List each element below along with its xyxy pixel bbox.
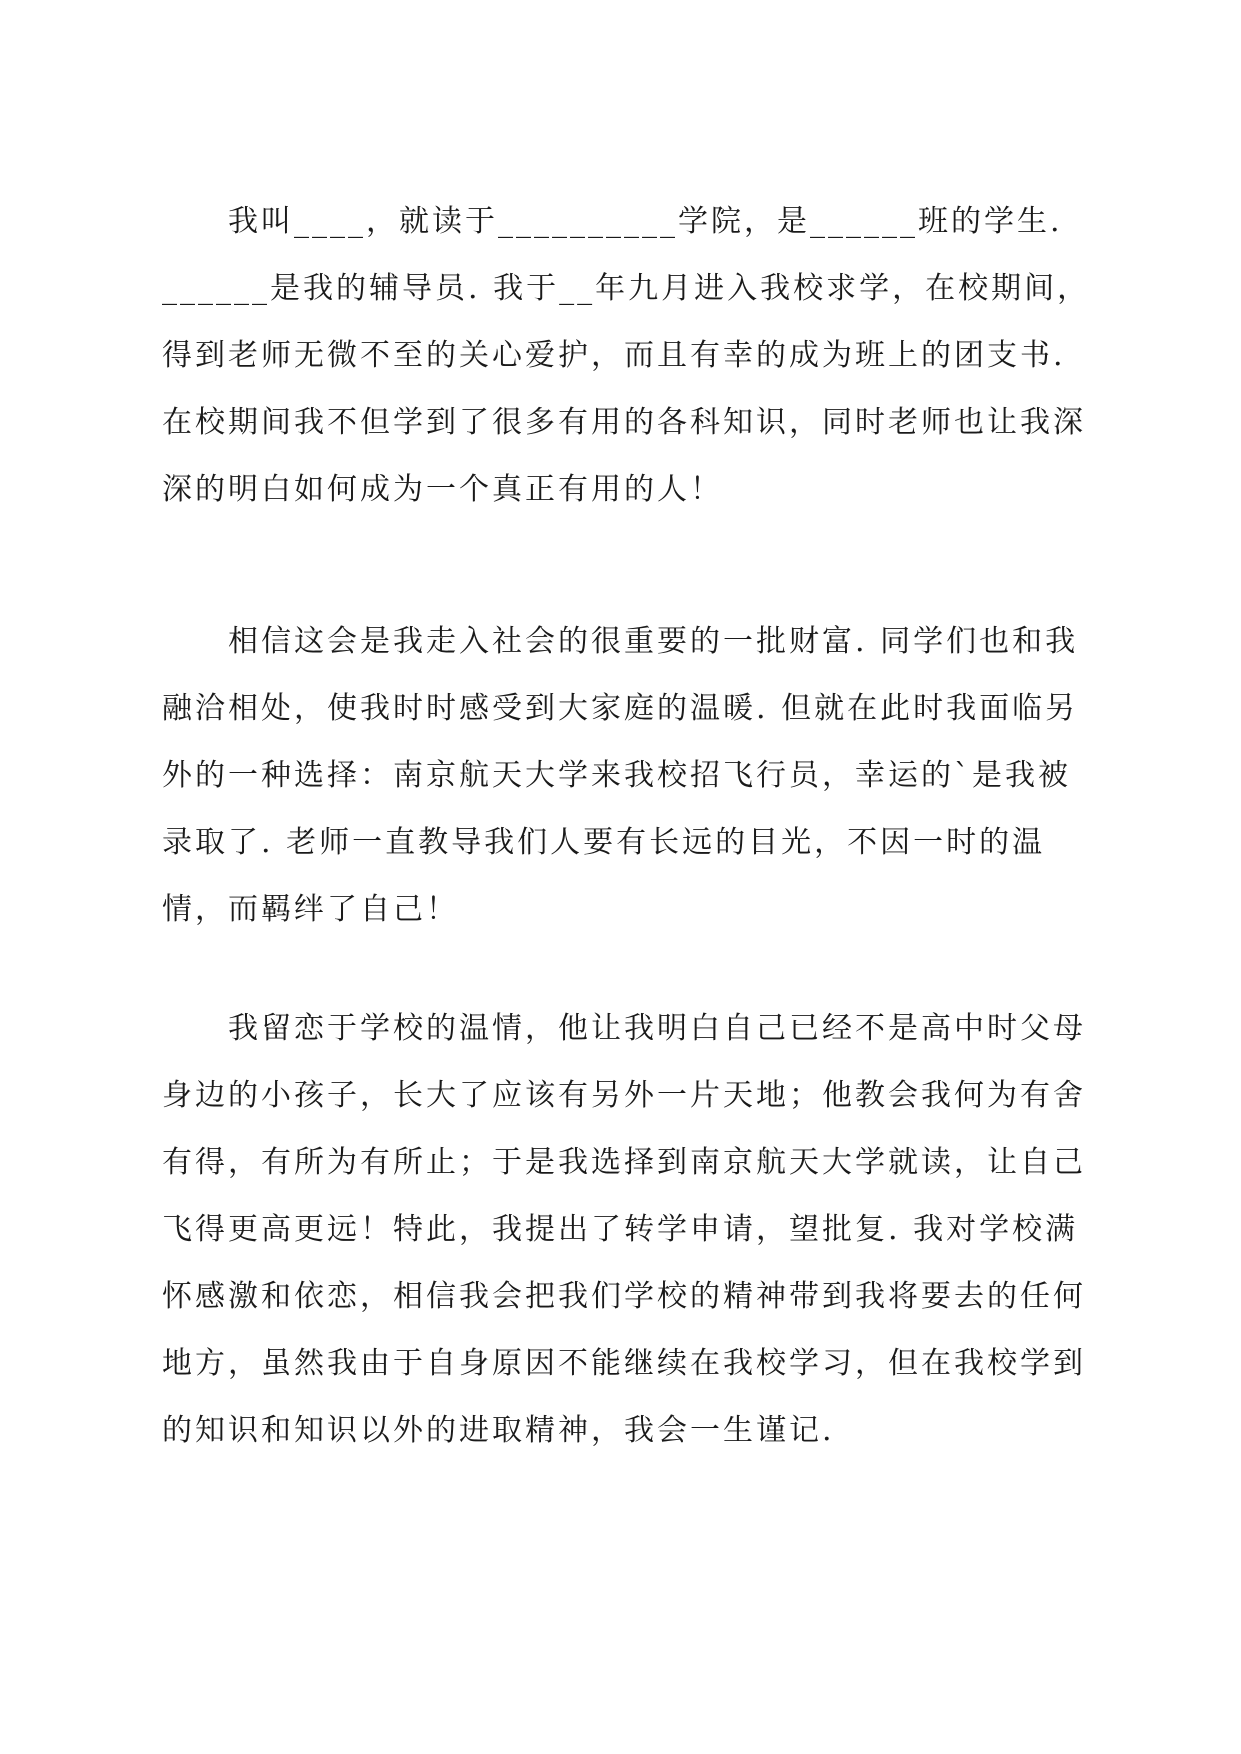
paragraph-line: ______是我的辅导员. 我于__年九月进入我校求学，在校期间， (162, 271, 1091, 306)
paragraph-2 (162, 608, 1092, 943)
paragraph-line: 在校期间我不但学到了很多有用的各科知识，同时老师也让我深 (162, 405, 1086, 440)
paragraph-line: 身边的小孩子，长大了应该有另外一片天地；他教会我何为有舍 (162, 1078, 1086, 1113)
paragraph-line: 我叫____，就读于__________学院，是______班的学生. (162, 204, 1063, 239)
paragraph-1 (162, 188, 1092, 523)
paragraph-line: 融洽相处，使我时时感受到大家庭的温暖. 但就在此时我面临另 (162, 691, 1079, 726)
paragraph-line: 地方，虽然我由于自身原因不能继续在我校学习，但在我校学到 (162, 1346, 1086, 1381)
paragraph-line: 有得，有所为有所止；于是我选择到南京航天大学就读，让自己 (162, 1145, 1086, 1180)
paragraph-line: 我留恋于学校的温情，他让我明白自己已经不是高中时父母 (162, 1011, 1086, 1046)
paragraph-line: 录取了. 老师一直教导我们人要有长远的目光，不因一时的温 (162, 825, 1046, 860)
paragraph-line: 情，而羁绊了自己！ (162, 892, 459, 927)
paragraph-line: 的知识和知识以外的进取精神，我会一生谨记. (162, 1413, 835, 1448)
paragraph-line: 外的一种选择：南京航天大学来我校招飞行员，幸运的`是我被 (162, 758, 1071, 793)
paragraph-line: 得到老师无微不至的关心爱护，而且有幸的成为班上的团支书. (162, 338, 1066, 373)
paragraph-3 (162, 995, 1092, 1464)
paragraph-line: 相信这会是我走入社会的很重要的一批财富. 同学们也和我 (162, 624, 1079, 659)
paragraph-line: 深的明白如何成为一个真正有用的人！ (162, 472, 723, 507)
paragraph-line: 飞得更高更远！特此，我提出了转学申请，望批复. 我对学校满 (162, 1212, 1079, 1247)
paragraph-line: 怀感激和依恋，相信我会把我们学校的精神带到我将要去的任何 (162, 1279, 1086, 1314)
